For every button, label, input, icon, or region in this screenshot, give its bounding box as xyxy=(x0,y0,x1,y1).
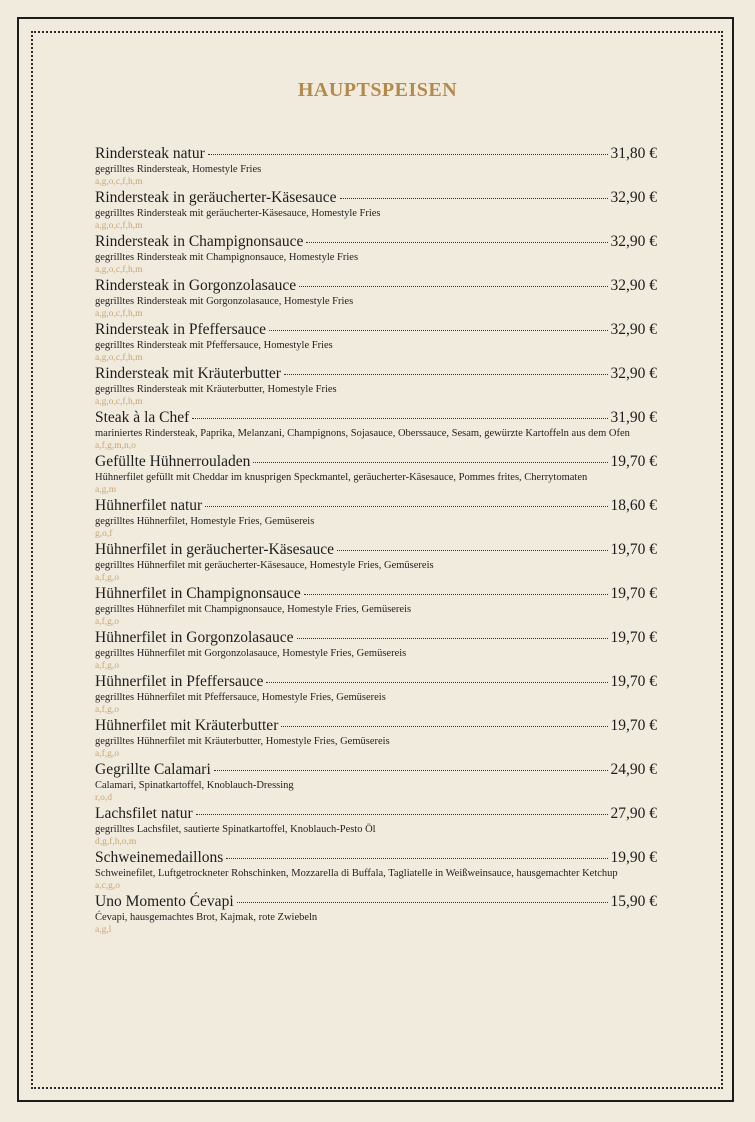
dish-price: 24,90 € xyxy=(610,761,657,778)
dish-allergens: a,f,g,m,n,o xyxy=(95,441,136,451)
dish-allergens: a,f,g,o xyxy=(95,573,120,583)
menu-item-header xyxy=(95,497,657,515)
dish-name: Rindersteak in geräucherter-Käsesauce xyxy=(95,189,337,206)
dish-description: gegrilltes Hühnerfilet mit Kräuterbutter, Homestyle Fries, Gemüsereis xyxy=(95,736,390,747)
menu-item-header xyxy=(95,145,657,163)
menu-item-header xyxy=(95,717,657,735)
dish-allergens: a,g,o,c,f,h,m xyxy=(95,177,143,187)
dot-leader xyxy=(281,726,607,727)
dish-description: gegrilltes Rindersteak mit Kräuterbutter, Homestyle Fries xyxy=(95,384,337,395)
dot-leader xyxy=(253,462,607,463)
menu-item xyxy=(95,453,657,496)
dish-price: 32,90 € xyxy=(610,365,657,382)
menu-item-header xyxy=(95,365,657,383)
dish-allergens: a,g,o,c,f,h,m xyxy=(95,353,143,363)
dish-description: gegrilltes Rindersteak mit geräucherter-Käsesauce, Homestyle Fries xyxy=(95,208,381,219)
dish-description: gegrilltes Hühnerfilet mit geräucherter-Käsesauce, Homestyle Fries, Gemüsereis xyxy=(95,560,434,571)
menu-item xyxy=(95,849,657,892)
dish-price: 19,70 € xyxy=(610,585,657,602)
menu-item xyxy=(95,277,657,320)
dish-allergens: a,f,g,o xyxy=(95,749,120,759)
menu-item-header xyxy=(95,541,657,559)
menu-item xyxy=(95,497,657,540)
dish-name: Schweinemedaillons xyxy=(95,849,224,866)
dish-price: 19,70 € xyxy=(610,453,657,470)
dish-price: 19,90 € xyxy=(610,849,657,866)
dish-name: Hühnerfilet mit Kräuterbutter xyxy=(95,717,279,734)
menu-list xyxy=(95,145,657,937)
menu-item-header xyxy=(95,585,657,603)
dish-allergens: a,f,g,o xyxy=(95,661,120,671)
dish-allergens: a,g,o,c,f,h,m xyxy=(95,265,143,275)
menu-item-header xyxy=(95,321,657,339)
dish-allergens: d,g,f,h,o,m xyxy=(95,837,137,847)
dish-description: gegrilltes Lachsfilet, sautierte Spinatkartoffel, Knoblauch-Pesto Öl xyxy=(95,824,376,835)
dish-name: Steak à la Chef xyxy=(95,409,190,426)
dish-name: Rindersteak in Champignonsauce xyxy=(95,233,304,250)
dish-name: Lachsfilet natur xyxy=(95,805,193,822)
menu-item-header xyxy=(95,673,657,691)
dot-leader xyxy=(208,154,608,155)
menu-item xyxy=(95,145,657,188)
dish-name: Rindersteak natur xyxy=(95,145,205,162)
dish-price: 19,70 € xyxy=(610,717,657,734)
menu-item-header xyxy=(95,189,657,207)
dot-leader xyxy=(226,858,607,859)
dish-name: Rindersteak mit Kräuterbutter xyxy=(95,365,281,382)
dish-description: Calamari, Spinatkartoffel, Knoblauch-Dressing xyxy=(95,780,294,791)
menu-item xyxy=(95,629,657,672)
dish-allergens: a,c,g,o xyxy=(95,881,121,891)
dish-price: 31,90 € xyxy=(610,409,657,426)
dish-price: 32,90 € xyxy=(610,189,657,206)
dish-name: Gefüllte Hühnerrouladen xyxy=(95,453,251,470)
dish-price: 19,70 € xyxy=(610,629,657,646)
dish-price: 31,80 € xyxy=(610,145,657,162)
dish-description: gegrilltes Hühnerfilet mit Pfeffersauce, Homestyle Fries, Gemüsereis xyxy=(95,692,386,703)
dish-description: Hühnerfilet gefüllt mit Cheddar im knusprigen Speckmantel, geräucherter-Käsesauce, Pommes frites, Cherrytomaten xyxy=(95,472,588,483)
dot-leader xyxy=(214,770,608,771)
dish-price: 18,60 € xyxy=(610,497,657,514)
menu-item xyxy=(95,409,657,452)
dot-leader xyxy=(196,814,608,815)
dot-leader xyxy=(237,902,608,903)
dish-allergens: a,f,g,o xyxy=(95,705,120,715)
menu-item-header xyxy=(95,453,657,471)
menu-item xyxy=(95,585,657,628)
dish-price: 32,90 € xyxy=(610,321,657,338)
dish-description: gegrilltes Rindersteak mit Champignonsauce, Homestyle Fries xyxy=(95,252,359,263)
dish-price: 27,90 € xyxy=(610,805,657,822)
dish-name: Rindersteak in Pfeffersauce xyxy=(95,321,267,338)
menu-item xyxy=(95,717,657,760)
dish-price: 19,70 € xyxy=(610,673,657,690)
dish-allergens: a,g,o,c,f,h,m xyxy=(95,309,143,319)
dish-allergens: a,f,g,o xyxy=(95,617,120,627)
dot-leader xyxy=(269,330,607,331)
menu-item xyxy=(95,321,657,364)
dish-description: Ćevapi, hausgemachtes Brot, Kajmak, rote Zwiebeln xyxy=(95,912,318,923)
dish-name: Rindersteak in Gorgonzolasauce xyxy=(95,277,297,294)
dish-description: Schweinefilet, Luftgetrockneter Rohschinken, Mozzarella di Buffala, Tagliatelle in Weißweinsauce, hausgemachter Ketchup xyxy=(95,868,618,879)
dish-allergens: a,g,l xyxy=(95,925,112,935)
dish-name: Hühnerfilet in geräucherter-Käsesauce xyxy=(95,541,334,558)
dish-price: 19,70 € xyxy=(610,541,657,558)
page-title: HAUPTSPEISEN xyxy=(297,79,458,101)
dish-allergens: g,o,f xyxy=(95,529,113,539)
menu-item xyxy=(95,673,657,716)
menu-item xyxy=(95,541,657,584)
dish-description: gegrilltes Rindersteak mit Gorgonzolasauce, Homestyle Fries xyxy=(95,296,354,307)
dot-leader xyxy=(340,198,608,199)
menu-item-header xyxy=(95,761,657,779)
dish-allergens: a,g,o,c,f,h,m xyxy=(95,397,143,407)
dish-name: Gegrillte Calamari xyxy=(95,761,211,778)
dish-description: gegrilltes Hühnerfilet mit Gorgonzolasauce, Homestyle Fries, Gemüsereis xyxy=(95,648,407,659)
dish-description: mariniertes Rindersteak, Paprika, Melanzani, Champignons, Sojasauce, Oberssauce, Sesam, gewürzte Kartoffeln aus dem Ofen xyxy=(95,428,630,439)
dot-leader xyxy=(266,682,607,683)
dot-leader xyxy=(192,418,607,419)
menu-item xyxy=(95,893,657,936)
dish-name: Hühnerfilet in Pfeffersauce xyxy=(95,673,264,690)
dot-leader xyxy=(205,506,607,507)
menu-item-header xyxy=(95,849,657,867)
dish-description: gegrilltes Hühnerfilet, Homestyle Fries, Gemüsereis xyxy=(95,516,315,527)
menu-item-header xyxy=(95,805,657,823)
menu-item-header xyxy=(95,233,657,251)
dish-description: gegrilltes Rindersteak, Homestyle Fries xyxy=(95,164,262,175)
dish-allergens: r,o,d xyxy=(95,793,113,803)
dish-name: Hühnerfilet natur xyxy=(95,497,203,514)
dish-name: Hühnerfilet in Gorgonzolasauce xyxy=(95,629,294,646)
menu-item-header xyxy=(95,893,657,911)
dish-description: gegrilltes Rindersteak mit Pfeffersauce, Homestyle Fries xyxy=(95,340,333,351)
dot-leader xyxy=(337,550,608,551)
menu-item-header xyxy=(95,629,657,647)
dot-leader xyxy=(299,286,607,287)
dish-price: 32,90 € xyxy=(610,233,657,250)
dish-description: gegrilltes Hühnerfilet mit Champignonsauce, Homestyle Fries, Gemüsereis xyxy=(95,604,412,615)
dot-leader xyxy=(304,594,608,595)
menu-item xyxy=(95,805,657,848)
menu-item xyxy=(95,189,657,232)
dish-allergens: a,g,m xyxy=(95,485,117,495)
menu-item xyxy=(95,233,657,276)
dot-leader xyxy=(297,638,608,639)
dish-price: 15,90 € xyxy=(610,893,657,910)
menu-item-header xyxy=(95,277,657,295)
menu-item xyxy=(95,365,657,408)
dish-price: 32,90 € xyxy=(610,277,657,294)
dot-leader xyxy=(306,242,607,243)
menu-item xyxy=(95,761,657,804)
dish-name: Uno Momento Ćevapi xyxy=(95,893,234,910)
dish-name: Hühnerfilet in Champignonsauce xyxy=(95,585,301,602)
dish-allergens: a,g,o,c,f,h,m xyxy=(95,221,143,231)
dot-leader xyxy=(284,374,608,375)
menu-item-header xyxy=(95,409,657,427)
